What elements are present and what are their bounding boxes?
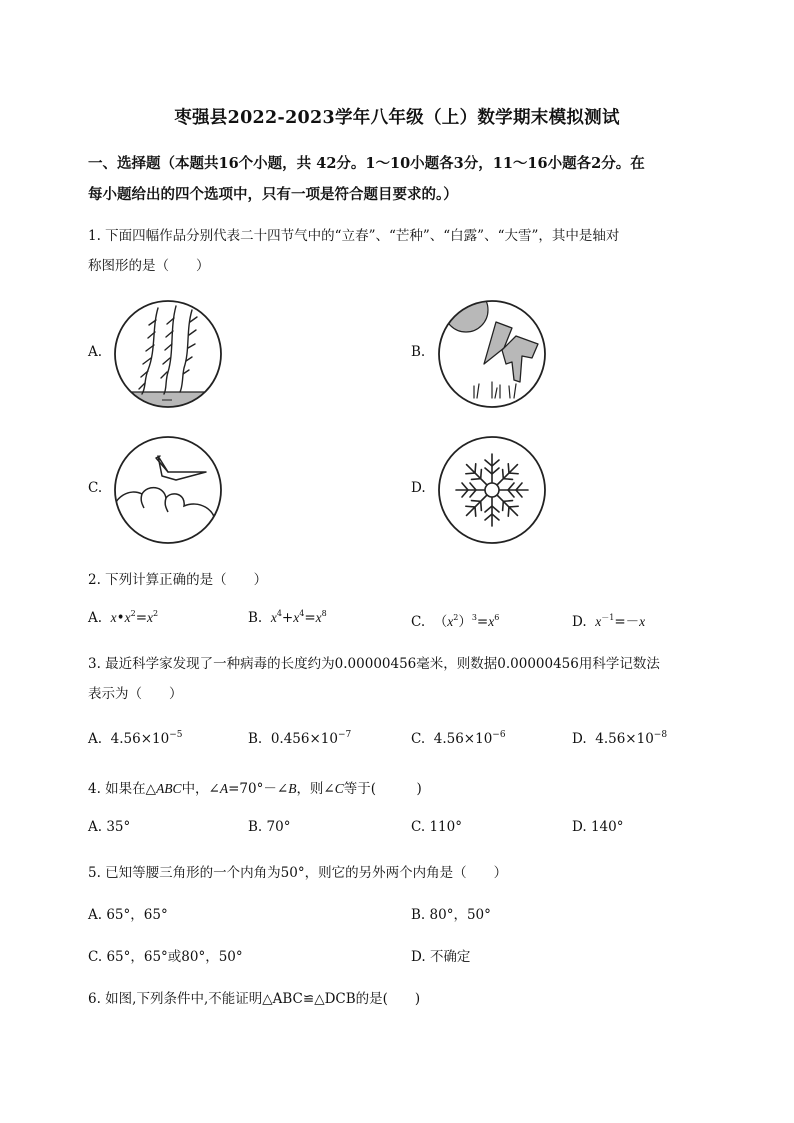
q1-stem-line1: 1. 下面四幅作品分别代表二十四节气中的“立春”、“芒种”、“白露”、“大雪”，其中是轴对 <box>88 228 620 244</box>
q2-option-b: B. $x^4+x^4=x^8$ <box>248 608 327 626</box>
sun-trees-grass-icon <box>436 298 548 410</box>
q4-option-a: A. 35° <box>88 819 131 835</box>
snowflake-icon <box>436 434 548 546</box>
bird-over-clouds-icon <box>112 434 224 546</box>
section-heading-line2: 每小题给出的四个选项中，只有一项是符合题目要求的。） <box>88 186 458 203</box>
willow-branches-icon <box>112 298 224 410</box>
page-title: 枣强县2022-2023学年八年级（上）数学期末模拟测试 <box>174 108 620 128</box>
section-heading-line1: 一、选择题（本题共16个小题，共 42分。1～10小题各3分，11～16小题各2分。在 <box>88 155 645 172</box>
q3-option-d: D. $4.56\times 10^{-8}$ <box>572 729 668 747</box>
q5-option-c: C. 65°，65°或80°，50° <box>88 949 243 965</box>
q4-stem: 4. 如果在△ABC中，∠A=70°－∠B，则∠C等于( ) <box>88 781 422 797</box>
q4-option-d: D. 140° <box>572 819 624 835</box>
q6-stem: 6. 如图,下列条件中,不能证明△ABC≌△DCB的是( ) <box>88 991 421 1007</box>
q1-option-b-label: B. <box>411 344 426 360</box>
q4-option-b: B. 70° <box>248 819 291 835</box>
q5-option-d: D. 不确定 <box>411 949 471 965</box>
q1-stem-line2: 称图形的是（ ） <box>88 258 210 274</box>
q2-option-a: A. $x•x^2=x^2$ <box>88 608 159 626</box>
q5-option-b: B. 80°，50° <box>411 907 491 923</box>
q2-option-c: C. $(x^2)^3=x^6$ <box>411 612 500 630</box>
q1-option-d-label: D. <box>411 480 426 496</box>
q2-stem: 2. 下列计算正确的是（ ） <box>88 572 268 588</box>
q1-option-a-label: A. <box>88 344 103 360</box>
q3-stem-line1: 3. 最近科学家发现了一种病毒的长度约为0.00000456毫米，则数据0.00000456用科学记数法 <box>88 656 660 672</box>
q4-option-c: C. 110° <box>411 819 462 835</box>
q3-option-b: B. $0.456\times 10^{-7}$ <box>248 729 352 747</box>
q1-option-c-label: C. <box>88 480 103 496</box>
q5-option-a: A. 65°，65° <box>88 907 168 923</box>
q2-option-d: D. $x^{-1}=-x$ <box>572 612 646 630</box>
q3-option-c: C. $4.56\times 10^{-6}$ <box>411 729 506 747</box>
q5-stem: 5. 已知等腰三角形的一个内角为50°，则它的另外两个内角是（ ） <box>88 865 508 881</box>
q3-option-a: A. $4.56\times 10^{-5}$ <box>88 729 183 747</box>
q3-stem-line2: 表示为（ ） <box>88 686 183 702</box>
